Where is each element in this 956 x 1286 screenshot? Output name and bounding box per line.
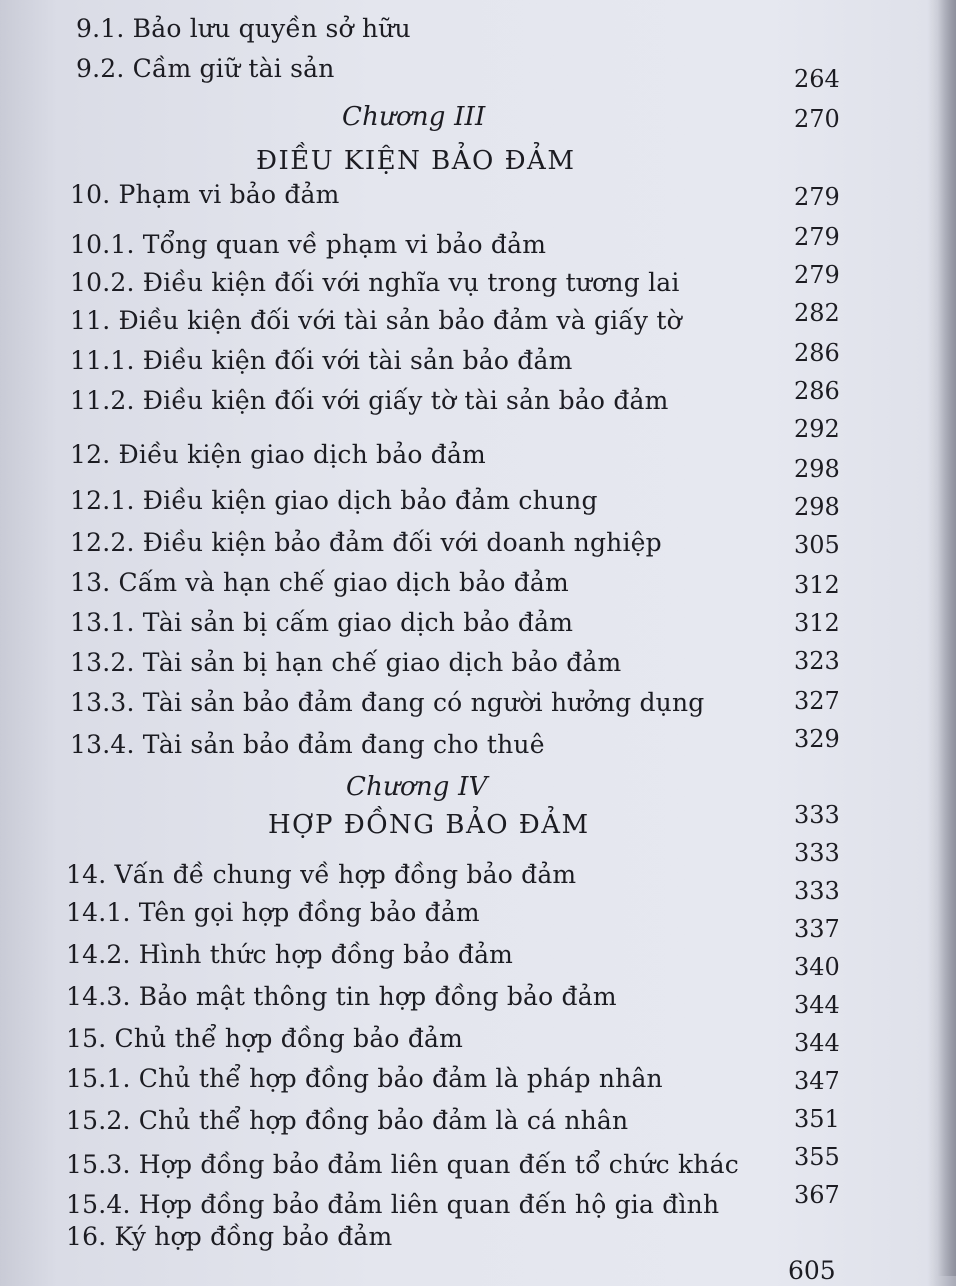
page-edge-shadow — [938, 0, 956, 1276]
chapter-heading: ĐIỀU KIỆN BẢO ĐẢM — [256, 146, 576, 176]
toc-entry: 9.1. Bảo lưu quyền sở hữu — [76, 14, 411, 43]
page-number: 264 — [794, 65, 840, 93]
page-number: 344 — [794, 1029, 840, 1057]
toc-entry: 10.2. Điều kiện đối với nghĩa vụ trong tương lai — [70, 268, 680, 297]
toc-entry: 10.1. Tổng quan về phạm vi bảo đảm — [70, 230, 547, 259]
chapter-label: Chương III — [342, 102, 486, 132]
toc-entry: 12. Điều kiện giao dịch bảo đảm — [70, 440, 486, 469]
page-number: 333 — [794, 839, 840, 867]
chapter-label: Chương IV — [346, 772, 488, 802]
page-number: 279 — [794, 261, 840, 289]
page-number: 367 — [794, 1181, 840, 1209]
toc-entry: 16. Ký hợp đồng bảo đảm — [66, 1222, 393, 1251]
toc-entry: 11. Điều kiện đối với tài sản bảo đảm và giấy tờ — [70, 306, 682, 335]
page-number: 327 — [794, 687, 840, 715]
toc-entry: 13.3. Tài sản bảo đảm đang có người hưởng dụng — [70, 688, 705, 717]
page-number: 292 — [794, 415, 840, 443]
page-number: 347 — [794, 1067, 840, 1095]
toc-entry: 12.1. Điều kiện giao dịch bảo đảm chung — [70, 486, 598, 515]
page-number: 279 — [794, 183, 840, 211]
page-number: 279 — [794, 223, 840, 251]
page-number: 282 — [794, 299, 840, 327]
toc-entry: 14.2. Hình thức hợp đồng bảo đảm — [66, 940, 514, 969]
toc-entry: 15.1. Chủ thể hợp đồng bảo đảm là pháp nhân — [66, 1064, 663, 1093]
page-number: 286 — [794, 377, 840, 405]
page-number: 286 — [794, 339, 840, 367]
page-number: 355 — [794, 1143, 840, 1171]
toc-entry: 10. Phạm vi bảo đảm — [70, 180, 340, 209]
toc-entry: 14. Vấn đề chung về hợp đồng bảo đảm — [66, 860, 577, 889]
toc-entry: 13.4. Tài sản bảo đảm đang cho thuê — [70, 730, 545, 759]
page-number: 323 — [794, 647, 840, 675]
toc-entry: 15.4. Hợp đồng bảo đảm liên quan đến hộ gia đình — [66, 1190, 720, 1219]
toc-entry: 11.1. Điều kiện đối với tài sản bảo đảm — [70, 346, 573, 375]
page-number: 333 — [794, 801, 840, 829]
page-number: 344 — [794, 991, 840, 1019]
page-number: 337 — [794, 915, 840, 943]
page-number: 312 — [794, 571, 840, 599]
folio-page-number: 605 — [788, 1256, 836, 1285]
toc-entry: 15.2. Chủ thể hợp đồng bảo đảm là cá nhân — [66, 1106, 629, 1135]
page-number: 329 — [794, 725, 840, 753]
toc-entry: 9.2. Cầm giữ tài sản — [76, 54, 335, 83]
toc-entry: 13. Cấm và hạn chế giao dịch bảo đảm — [70, 568, 569, 597]
toc-entry: 15.3. Hợp đồng bảo đảm liên quan đến tổ chức khác — [66, 1150, 739, 1179]
page-number: 340 — [794, 953, 840, 981]
toc-entry: 14.3. Bảo mật thông tin hợp đồng bảo đảm — [66, 982, 617, 1011]
page-number: 298 — [794, 493, 840, 521]
toc-entry: 13.1. Tài sản bị cấm giao dịch bảo đảm — [70, 608, 574, 637]
toc-entry: 13.2. Tài sản bị hạn chế giao dịch bảo đảm — [70, 648, 622, 677]
toc-entry: 15. Chủ thể hợp đồng bảo đảm — [66, 1024, 464, 1053]
page-number: 305 — [794, 531, 840, 559]
chapter-heading: HỢP ĐỒNG BẢO ĐẢM — [268, 810, 590, 840]
page-number: 270 — [794, 105, 840, 133]
page-number: 312 — [794, 609, 840, 637]
toc-entry: 14.1. Tên gọi hợp đồng bảo đảm — [66, 898, 480, 927]
toc-entry: 11.2. Điều kiện đối với giấy tờ tài sản bảo đảm — [70, 386, 669, 415]
page-number: 298 — [794, 455, 840, 483]
page-number: 333 — [794, 877, 840, 905]
toc-entry: 12.2. Điều kiện bảo đảm đối với doanh nghiệp — [70, 528, 662, 557]
page-number: 351 — [794, 1105, 840, 1133]
